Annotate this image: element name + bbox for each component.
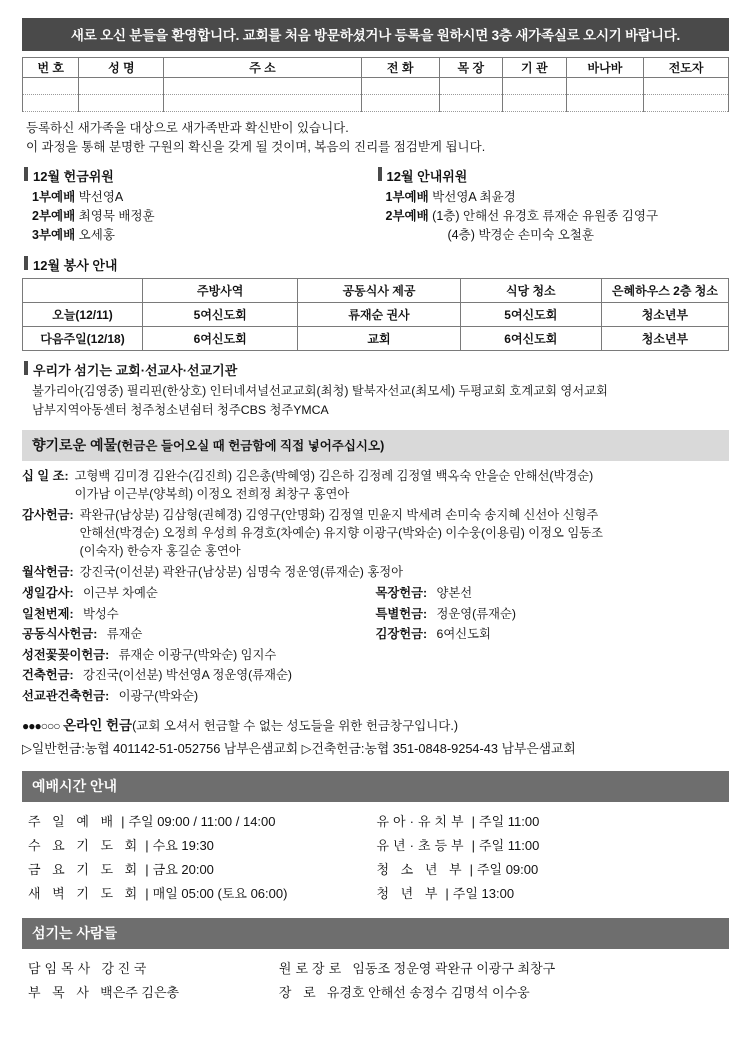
staff-role: 부 목 사 bbox=[28, 984, 93, 1000]
schedule-row: 청 소 년 부 | 주일 09:00 bbox=[377, 858, 726, 882]
offering-group bbox=[22, 563, 729, 581]
offering-names-line: 류재순 이광구(박와순) 임지수 bbox=[118, 647, 277, 662]
offering-names-line: 이근부 차예순 bbox=[83, 586, 158, 601]
table-row bbox=[23, 302, 729, 326]
cell-kitchen: 5여신도회 bbox=[143, 302, 298, 326]
offering-pair-row bbox=[22, 584, 729, 604]
mission-line: 불가리아(김영중) 필리핀(한상호) 인터네셔널선교교회(최청) 탈북자선교(최모세) 두평교회 호계교회 영서교회 bbox=[32, 383, 608, 398]
staff-names: 백은주 김은총 bbox=[100, 984, 180, 1000]
service-guide-title: 12월 봉사 안내 bbox=[24, 255, 729, 274]
offering-group bbox=[22, 467, 729, 504]
offering-pair-row bbox=[22, 605, 729, 625]
schedule-name: 유년·초등부 bbox=[376, 838, 468, 854]
offering-group-title: 건축헌금: bbox=[22, 668, 74, 683]
offering-group-title: 생일감사: bbox=[22, 586, 74, 601]
staff-header: 섬기는 사람들 bbox=[22, 918, 729, 949]
offering-group-title: 성전꽃꽂이헌금: bbox=[22, 647, 110, 662]
offering-names-line: 정운영(류재순) bbox=[436, 606, 517, 621]
offering-header-sub: (헌금은 들어오실 때 헌금함에 직접 넣어주십시오) bbox=[117, 438, 385, 453]
col-kitchen: 주방사역 bbox=[143, 278, 298, 302]
offering-group-title: 감사헌금: bbox=[22, 507, 74, 522]
schedule-name: 수 요 기 도 회 bbox=[28, 838, 142, 854]
cell-dining-clean: 6여신도회 bbox=[460, 326, 601, 350]
cell-house-clean: 청소년부 bbox=[601, 302, 728, 326]
offering-group bbox=[22, 506, 729, 561]
staff-names: 강 진 국 bbox=[101, 961, 147, 977]
schedule-time: 주일 11:00 bbox=[479, 814, 540, 830]
schedule-row: 유아·유치부 | 주일 11:00 bbox=[377, 810, 726, 834]
offering-group-title: 공동식사헌금: bbox=[22, 627, 98, 642]
online-offering bbox=[22, 715, 729, 759]
dots-decoration: ●●●○○○ bbox=[22, 718, 60, 733]
committee-names: 박선영A bbox=[78, 189, 124, 204]
staff-role: 담임목사 bbox=[28, 961, 95, 977]
offering-names-line: 안해선(박경순) 오정희 우성희 유경호(차예순) 유지향 이광구(박와순) 이수웅(이용림) 이정오 임동조 bbox=[79, 526, 603, 541]
offering-names-line: 강진국(이선분) 박선영A 정운영(류재순) bbox=[83, 668, 292, 683]
offering-list bbox=[22, 467, 729, 705]
col-phone: 전 화 bbox=[361, 58, 439, 78]
online-offering-sub: (교회 오셔서 헌금할 수 없는 성도들을 위한 헌금창구입니다.) bbox=[132, 718, 459, 733]
schedule-time: 주일 09:00 bbox=[476, 862, 539, 878]
offering-group-title: 선교관건축헌금: bbox=[22, 688, 110, 703]
offering-committee-title: 12월 헌금위원 bbox=[24, 166, 376, 185]
schedule-row: 유년·초등부 | 주일 11:00 bbox=[377, 834, 726, 858]
offering-group bbox=[22, 687, 729, 705]
offering-group bbox=[22, 666, 729, 684]
visitor-registration-table bbox=[22, 57, 729, 112]
offering-names-line: 이가남 이근부(양복희) 이정오 전희정 최창구 홍연아 bbox=[74, 487, 350, 502]
schedule-name: 금 요 기 도 회 bbox=[28, 862, 142, 878]
col-mokjang: 목 장 bbox=[439, 58, 503, 78]
schedule-name: 주 일 예 배 bbox=[28, 814, 118, 830]
col-organization: 기 관 bbox=[503, 58, 567, 78]
offering-group-title: 목장헌금: bbox=[375, 586, 428, 601]
schedule-row: 새 벽 기 도 회 | 매일 05:00 (토요 06:00) bbox=[28, 882, 377, 906]
committee-row bbox=[386, 188, 730, 207]
table-header-row bbox=[23, 278, 729, 302]
offering-group-title: 일천번제: bbox=[22, 606, 74, 621]
col-number: 번 호 bbox=[23, 58, 79, 78]
mission-title: 우리가 섬기는 교회·선교사·선교기관 bbox=[24, 360, 729, 379]
usher-committee-title: 12월 안내위원 bbox=[378, 166, 730, 185]
schedule-row: 금 요 기 도 회 | 금요 20:00 bbox=[28, 858, 377, 882]
cell-meal: 교회 bbox=[298, 326, 460, 350]
registration-notes bbox=[22, 119, 729, 157]
cell-dining-clean: 5여신도회 bbox=[460, 302, 601, 326]
schedule-row: 청 년 부 | 주일 13:00 bbox=[377, 882, 726, 906]
col-barnabas: 바나바 bbox=[566, 58, 644, 78]
offering-header-main: 향기로운 예물 bbox=[32, 436, 118, 453]
col-dining-clean: 식당 청소 bbox=[460, 278, 601, 302]
committee-row bbox=[32, 226, 376, 245]
offering-names-line: 류재순 bbox=[106, 627, 143, 642]
usher-committee bbox=[376, 157, 730, 246]
staff-names: 유경호 안해선 송정수 김명석 이수웅 bbox=[326, 984, 530, 1000]
staff-names: 임동조 정운영 곽완규 이광구 최창구 bbox=[352, 961, 556, 977]
col-address: 주 소 bbox=[164, 58, 362, 78]
offering-names-line: 곽완규(남상분) 김삼형(권혜경) 김영구(안명화) 김정열 민윤지 박세려 손미숙 송지혜 신선아 신형주 bbox=[79, 507, 599, 522]
committee-names: (4층) 박경순 손미숙 오철훈 bbox=[447, 228, 594, 243]
schedule-time: 주일 13:00 bbox=[452, 886, 515, 902]
table-header-row bbox=[23, 58, 729, 78]
committee-names: (1층) 안해선 유경호 류재순 유원종 김영구 bbox=[432, 208, 659, 223]
col-evangelist: 전도자 bbox=[644, 58, 729, 78]
committee-row bbox=[32, 207, 376, 226]
offering-names-line: 고형백 김미경 김완수(김진희) 김은총(박혜영) 김은하 김정례 김정열 백옥숙 안을순 안해선(박경순) bbox=[74, 468, 594, 483]
schedule-time: 수요 19:30 bbox=[152, 838, 214, 854]
mission-line: 남부지역아동센터 청주청소년쉼터 청주CBS 청주YMCA bbox=[32, 402, 329, 417]
committee-names: 최영묵 배정훈 bbox=[78, 208, 155, 223]
table-row[interactable] bbox=[23, 95, 729, 112]
offering-pair-row bbox=[22, 625, 729, 645]
offering-names-line: 양본선 bbox=[436, 586, 473, 601]
note-line: 등록하신 새가족을 대상으로 새가족반과 확신반이 있습니다. bbox=[26, 121, 349, 135]
bank-accounts: ▷일반헌금:농협 401142-51-052756 남부은샘교회 ▷건축헌금:농협 351-0848-9254-43 남부은샘교회 bbox=[22, 740, 576, 756]
committee-names: 박선영A 최윤경 bbox=[432, 189, 516, 204]
offering-names-line: 이광구(박와순) bbox=[118, 688, 199, 703]
row-label: 다음주일(12/18) bbox=[23, 326, 143, 350]
staff-list bbox=[22, 949, 729, 1004]
service-guide-table bbox=[22, 278, 729, 351]
schedule-time: 주일 09:00 / 11:00 / 14:00 bbox=[128, 814, 276, 830]
offering-group-title: 특별헌금: bbox=[375, 606, 428, 621]
table-row bbox=[23, 326, 729, 350]
staff-role: 장 로 bbox=[278, 984, 320, 1000]
note-line: 이 과정을 통해 분명한 구원의 확신을 갖게 될 것이며, 복음의 진리를 점검받게 됩니다. bbox=[26, 139, 486, 154]
col-name: 성 명 bbox=[79, 58, 164, 78]
committee-row bbox=[386, 207, 730, 226]
staff-row bbox=[28, 957, 279, 980]
schedule-time: 매일 05:00 (토요 06:00) bbox=[152, 886, 288, 902]
staff-role: 원로장로 bbox=[278, 961, 346, 977]
row-label: 오늘(12/11) bbox=[23, 302, 143, 326]
online-offering-title: 온라인 헌금 bbox=[63, 717, 133, 733]
schedule-time: 주일 11:00 bbox=[479, 838, 540, 854]
offering-group-title: 월삭헌금: bbox=[22, 564, 74, 579]
committee-label: 1부예배 bbox=[32, 189, 76, 204]
offering-names-line: 강진국(이선분) 곽완규(남상분) 심명숙 정운영(류재순) 홍정아 bbox=[79, 564, 403, 579]
offering-names-line: (이숙자) 한승자 홍길순 홍연아 bbox=[79, 544, 241, 559]
staff-row bbox=[279, 957, 725, 980]
offering-section-header bbox=[22, 430, 729, 461]
offering-committee bbox=[22, 157, 376, 246]
welcome-banner: 새로 오신 분들을 환영합니다. 교회를 처음 방문하셨거나 등록을 원하시면 3층 새가족실로 오시기 바랍니다. bbox=[22, 18, 729, 51]
staff-row bbox=[28, 981, 279, 1004]
committee-names: 오세홍 bbox=[78, 228, 115, 243]
staff-row bbox=[279, 981, 725, 1004]
table-row[interactable] bbox=[23, 78, 729, 95]
worship-times-header: 예배시간 안내 bbox=[22, 771, 729, 802]
schedule-name: 청 년 부 bbox=[376, 886, 442, 902]
schedule-row: 주 일 예 배 | 주일 09:00 / 11:00 / 14:00 bbox=[28, 810, 377, 834]
cell-meal: 류재순 권사 bbox=[298, 302, 460, 326]
offering-group-title: 김장헌금: bbox=[375, 627, 428, 642]
col-house-clean: 은혜하우스 2층 청소 bbox=[601, 278, 728, 302]
committee-row bbox=[386, 226, 730, 245]
col-blank bbox=[23, 278, 143, 302]
schedule-time: 금요 20:00 bbox=[152, 862, 214, 878]
committee-label: 1부예배 bbox=[385, 189, 429, 204]
offering-names-line: 6여신도회 bbox=[436, 627, 491, 642]
committee-label: 2부예배 bbox=[385, 208, 429, 223]
schedule-name: 유아·유치부 bbox=[376, 814, 468, 830]
committee-label: 3부예배 bbox=[32, 228, 76, 243]
committee-row bbox=[32, 188, 376, 207]
offering-group bbox=[22, 646, 729, 664]
schedule-name: 새 벽 기 도 회 bbox=[28, 886, 142, 902]
worship-times-list bbox=[22, 802, 729, 906]
cell-kitchen: 6여신도회 bbox=[143, 326, 298, 350]
schedule-row: 수 요 기 도 회 | 수요 19:30 bbox=[28, 834, 377, 858]
offering-group-title: 십 일 조: bbox=[22, 468, 69, 483]
col-meal: 공동식사 제공 bbox=[298, 278, 460, 302]
committee-label: 2부예배 bbox=[32, 208, 76, 223]
cell-house-clean: 청소년부 bbox=[601, 326, 728, 350]
schedule-name: 청 소 년 부 bbox=[376, 862, 466, 878]
committee-section bbox=[22, 157, 729, 246]
mission-list bbox=[22, 382, 729, 420]
offering-names-line: 박성수 bbox=[83, 606, 119, 621]
